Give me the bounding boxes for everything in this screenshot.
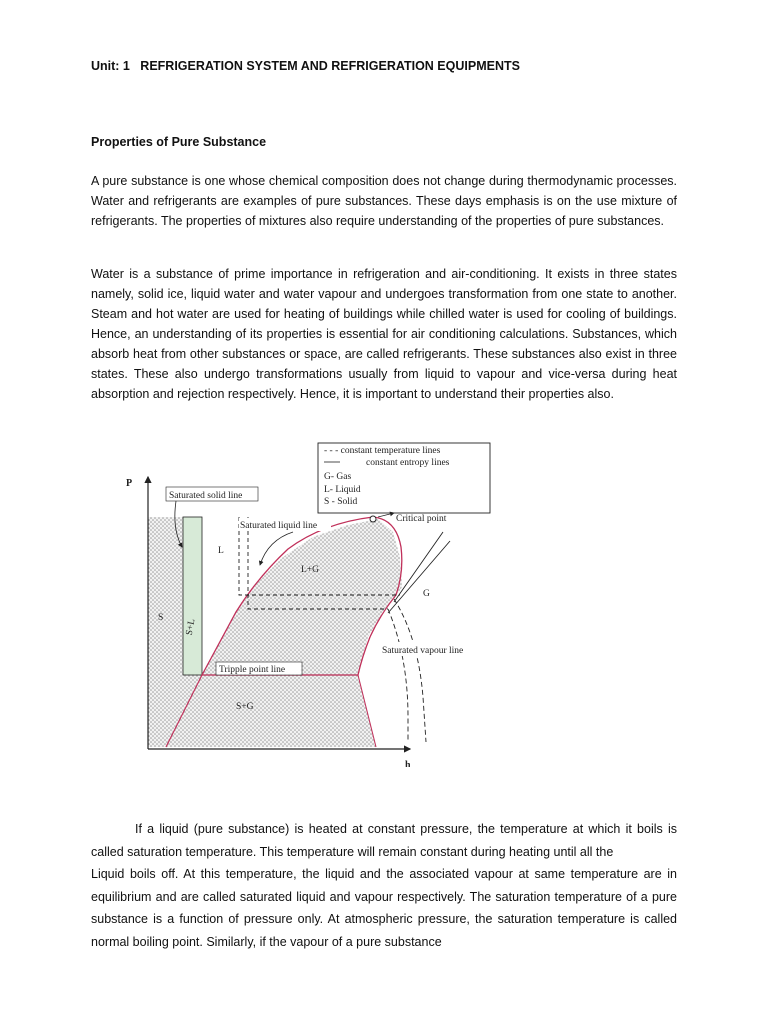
critical-point-pointer [378, 513, 394, 517]
paragraph-saturation-rest: Liquid boils off. At this temperature, the liquid and the associated vapour at same temperature are in equilibrium and are called saturated liquid and vapour respectively. The saturation temperature of a pure substance is a function of pressure only. At atmospheric pressure, the saturation temperature is called normal boiling point. Similarly, if the vapour of a pure substance [91, 867, 677, 949]
unit-title: Unit: 1 REFRIGERATION SYSTEM AND REFRIGERATION EQUIPMENTS [91, 59, 520, 73]
ph-diagram [118, 437, 500, 767]
section-heading: Properties of Pure Substance [91, 135, 267, 149]
saturated-solid-line-label: Saturated solid line [169, 491, 243, 501]
paragraph-saturation [91, 818, 677, 953]
ph-diagram-figure [118, 437, 500, 767]
legend-constant-temperature: - - - constant temperature lines [324, 446, 441, 456]
paragraph-water-importance: Water is a substance of prime importance in refrigeration and air-conditioning. It exists in three states namely, solid ice, liquid water and water vapour and undergoes transformation from one state to another. Steam and hot water are used for heating of buildings while chilled water is used for cooling of buildings. Hence, an understanding of its properties is essential for air conditioning calculations. Substances, which absorb heat from other substances or space, are called refrigerants. These substances also exist in three states. These also undergo transformations usually from liquid to vapour and vice-versa during heat absorption and rejection respectively. Hence, it is important to understand their properties also. [91, 267, 677, 401]
legend-solid: S - Solid [324, 497, 358, 507]
region-solid-liquid-label: S+L [184, 618, 198, 637]
legend-constant-entropy: constant entropy lines [366, 458, 450, 468]
region-liquid-gas-label: L+G [301, 565, 320, 575]
axis-h-label: h [405, 760, 411, 767]
saturated-liquid-line-label: Saturated liquid line [240, 521, 318, 531]
region-solid-gas-label: S+G [236, 702, 254, 712]
triple-point-line-label: Tripple point line [219, 665, 286, 675]
axis-p-label: P [126, 478, 133, 489]
isotherm-vapour-2 [388, 609, 408, 742]
paragraph-saturation-line1: If a liquid (pure substance) is heated at constant pressure, the temperature at which it boils is called saturation temperature. This temperature will remain constant during heating until all the [91, 822, 677, 859]
region-gas-label: G [423, 589, 430, 599]
critical-point-marker [370, 516, 376, 522]
region-solid-label: S [158, 613, 164, 623]
saturated-vapour-line-label: Saturated vapour line [382, 646, 464, 656]
dotted-region-lower [166, 675, 376, 747]
paragraph-pure-substance: A pure substance is one whose chemical composition does not change during thermodynamic processes. Water and refrigerants are examples of pure substances. These days emphasis is on the use mixture of refrigerants. The properties of mixtures also require understanding of the properties of pure substances. [91, 174, 677, 228]
isotherm-vapour-1 [394, 599, 426, 742]
critical-point-label: Critical point [396, 514, 447, 524]
legend-gas: G- Gas [324, 472, 352, 482]
region-liquid-label: L [218, 546, 224, 556]
legend-liquid: L- Liquid [324, 485, 361, 495]
solid-liquid-band [183, 517, 202, 675]
dotted-region-dome [202, 519, 402, 675]
